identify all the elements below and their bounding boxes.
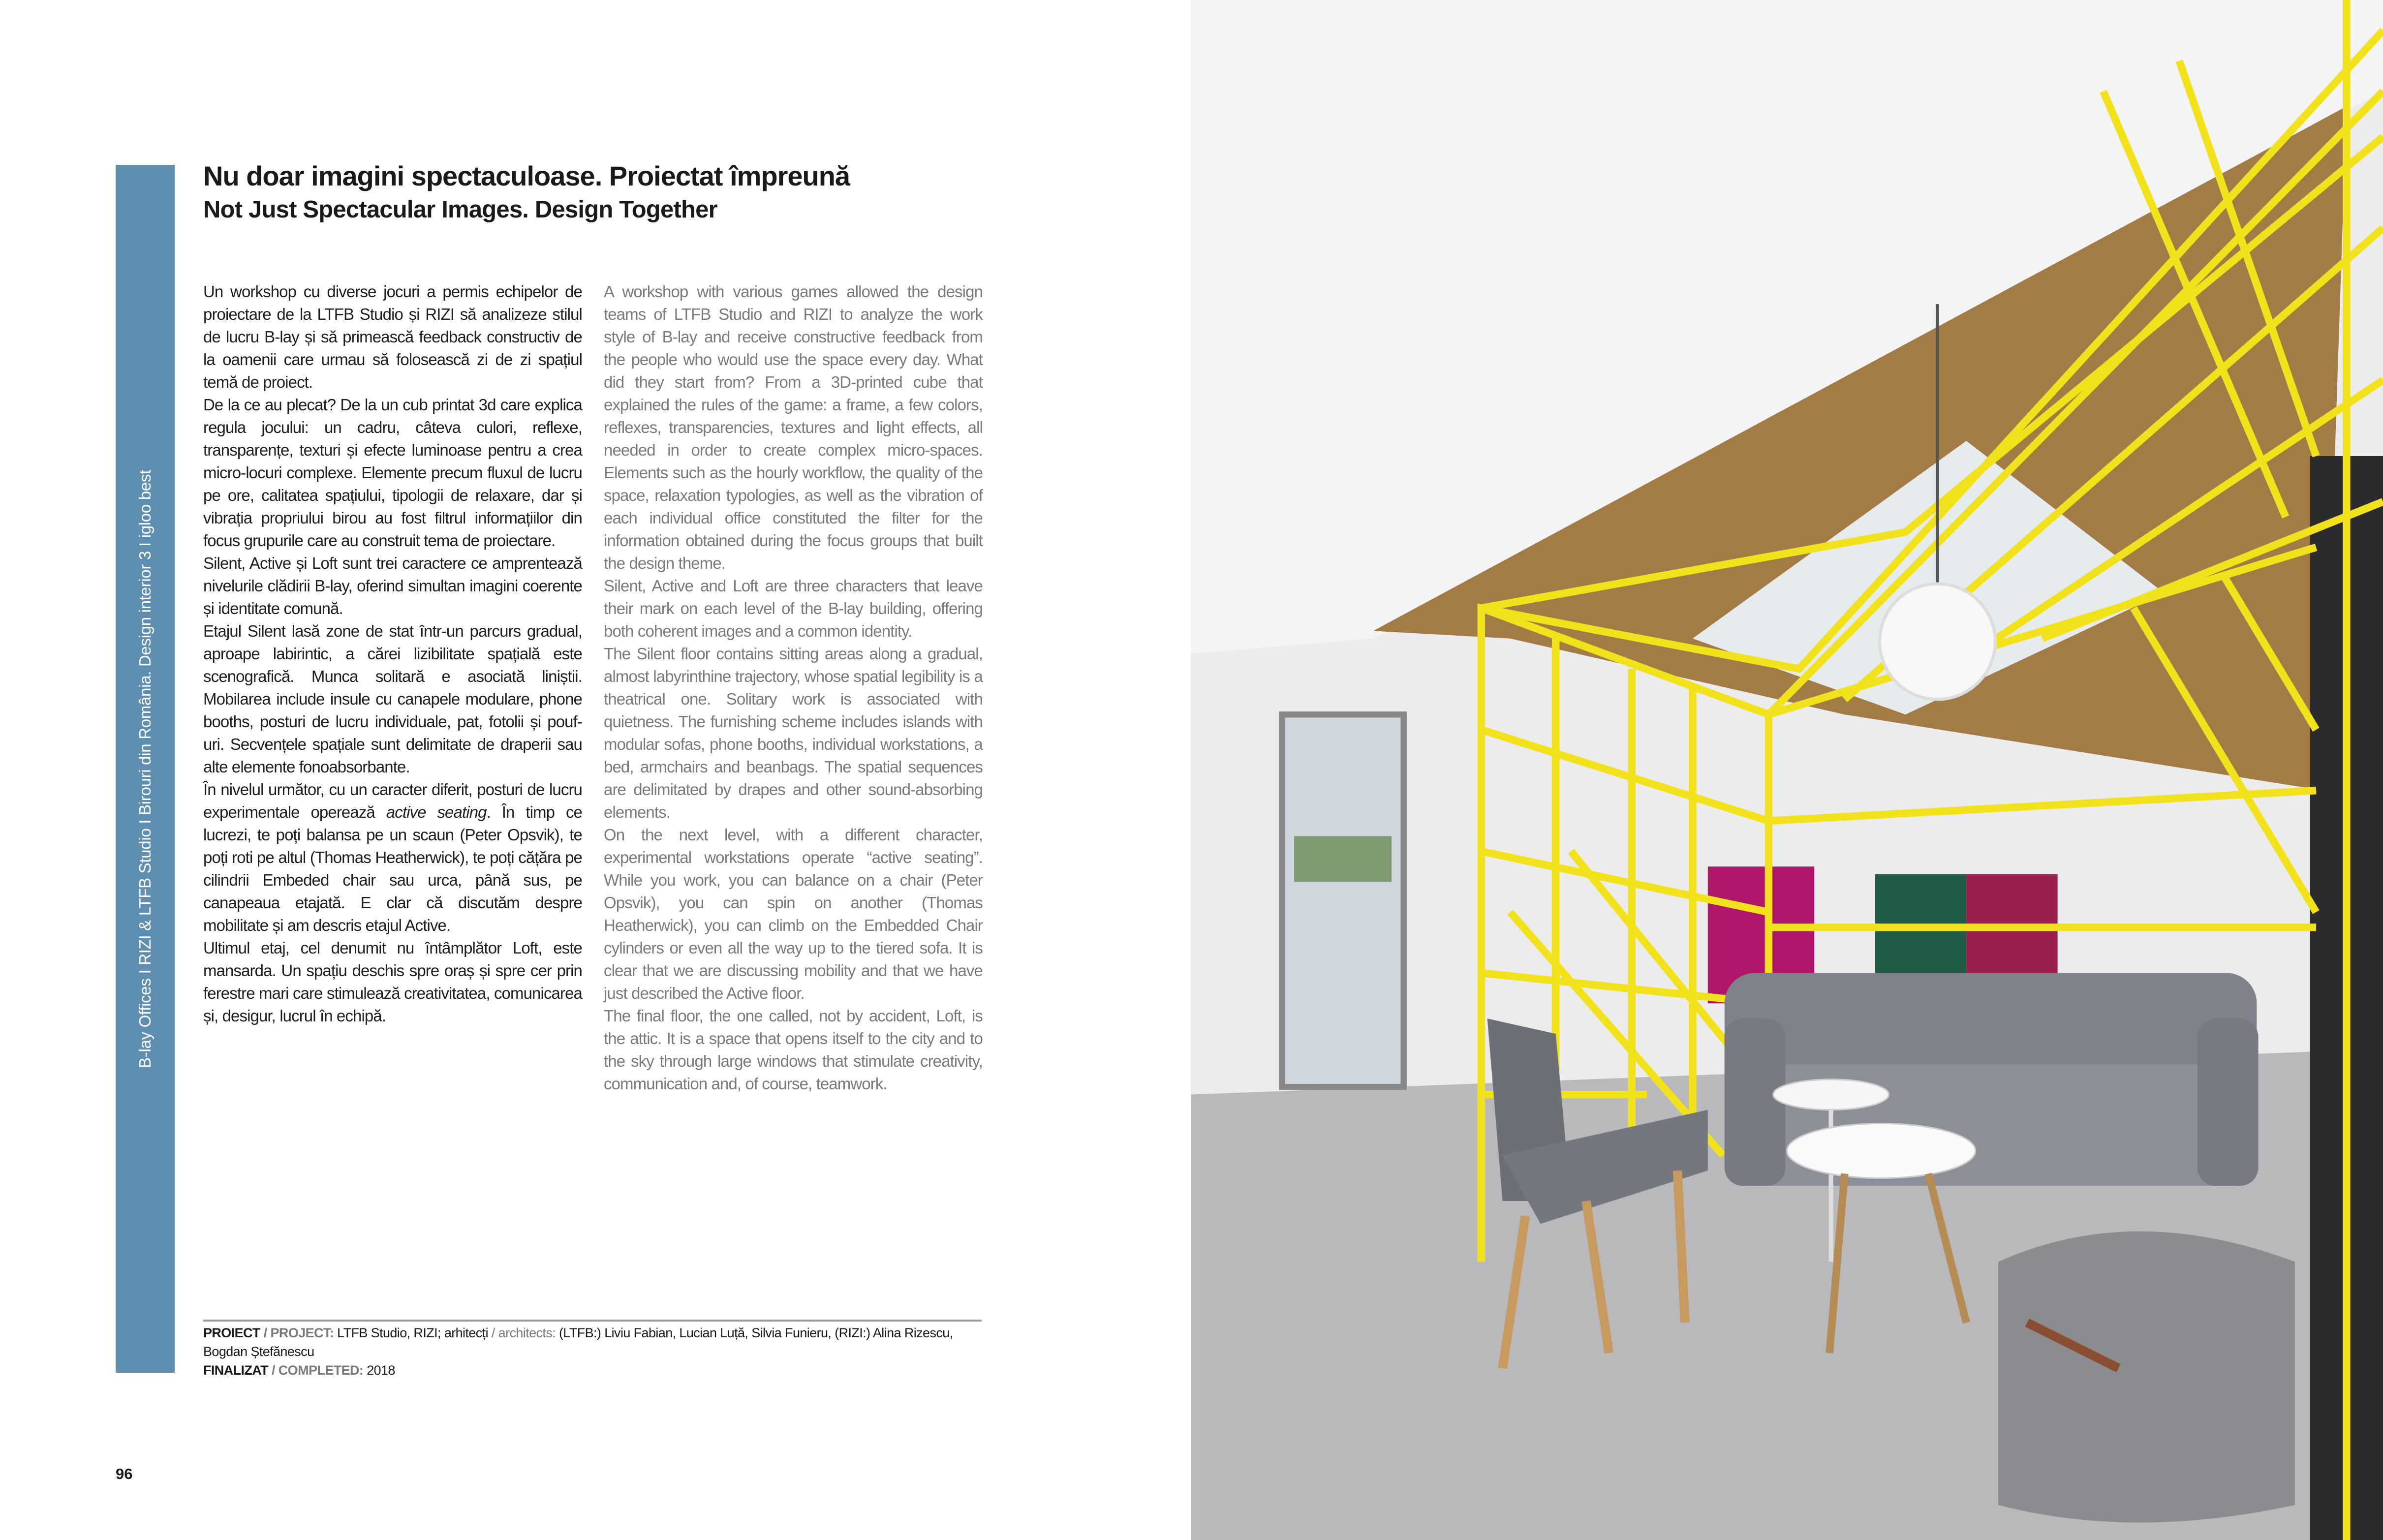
- paragraph: Silent, Active și Loft sunt trei caractere ce amprentează nivelurile clădirii B-lay, oferind simultan imagini coerente și identitate comună.: [203, 554, 582, 617]
- text-run: . În timp ce lucrezi, te poți balansa pe un scaun (Peter Opsvik), te poți roti pe altul (Thomas Heatherwick), te poți cățăra pe cilindrii Embeded chair sau urca, până sus, pe canapeaua etajată. E clar că discutăm despre mobilitate și am descris etajul Active.: [203, 803, 583, 934]
- label: / architects:: [491, 1325, 556, 1340]
- paragraph: Etajul Silent lasă zone de stat într-un parcurs gradual, aproape labirintic, a cărei lizibilitate spațială este scenografică. Munca solitară e asociată liniștii. Mobilarea include insule cu canapele modulare, phone booths, posturi de lucru individuale, pat, fotolii și pouf-uri. Secvențele spațiale sunt delimitate de draperii sau alte elemente fonoabsorbante.: [203, 622, 582, 776]
- label: / COMPLETED:: [271, 1363, 364, 1378]
- running-head: B-lay Offices I RIZI & LTFB Studio I Birouri din România. Design interior 3 I igloo best: [136, 469, 154, 1068]
- label: PROIECT: [203, 1325, 260, 1340]
- pendant-lamp: [1880, 584, 1995, 699]
- paragraph: A workshop with various games allowed the design teams of LTFB Studio and RIZI to analyze the work style of B-lay and receive constructive feedback from the people who would use the space every day. What did they start from? From a 3D-printed cube that explained the rules of the game: a frame, a few colors, reflexes, transparencies, textures and light effects, all needed in order to create complex micro-spaces. Elements such as the hourly workflow, the quality of the space, relaxation typologies, as well as the vibration of each individual office constituted the filter for the information obtained during the focus groups that built the design theme.: [604, 282, 983, 572]
- label: / PROJECT:: [263, 1325, 334, 1340]
- label: arhitecți: [444, 1325, 488, 1340]
- value: 2018: [367, 1363, 395, 1378]
- paragraph: [203, 778, 582, 937]
- window-trees: [1294, 836, 1392, 882]
- article-title: Nu doar imagini spectaculoase. Proiectat împreună: [203, 160, 850, 191]
- italic-term: active seating: [386, 803, 487, 821]
- credits-project-line: [203, 1324, 990, 1361]
- pouf: [1998, 1232, 2295, 1523]
- page-number: 96: [116, 1465, 133, 1482]
- credits-divider: [203, 1320, 982, 1322]
- paragraph: The Silent floor contains sitting areas along a gradual, almost labyrinthine trajectory, whose spatial legibility is a theatrical one. Solitary work is associated with quietness. The furnishing scheme includes islands with modular sofas, phone booths, individual workstations, a bed, armchairs and beanbags. The spatial sequences are delimitated by drapes and other sound-absorbing elements.: [604, 645, 983, 821]
- paragraph: Un workshop cu diverse jocuri a permis echipelor de proiectare de la LTFB Studio și RIZI să analizeze stilul de lucru B-lay și să primească feedback constructiv de la oamenii care urmau să folosească zi de zi spațiul temă de proiect.: [203, 282, 582, 391]
- paragraph: The final floor, the one called, not by accident, Loft, is the attic. It is a space that opens itself to the city and to the sky through large windows that stimulate creativity, communication and, of course, teamwork.: [604, 1007, 983, 1093]
- window: [1282, 714, 1403, 1087]
- value: LTFB Studio, RIZI;: [337, 1325, 441, 1340]
- project-credits: [203, 1324, 990, 1380]
- paragraph: Ultimul etaj, cel denumit nu întâmplător Loft, este mansarda. Un spațiu deschis spre oraș și spre cer prin ferestre mari care stimulează creativitatea, comunicarea și, desigur, lucrul în echipă.: [203, 939, 582, 1025]
- article-subtitle: Not Just Spectacular Images. Design Together: [203, 196, 717, 223]
- office-photo: [1191, 0, 2383, 1540]
- paragraph: Silent, Active and Loft are three characters that leave their mark on each level of the B-lay building, offering both coherent images and a common identity.: [604, 577, 983, 640]
- paragraph: On the next level, with a different character, experimental workstations operate “active seating”. While you work, you can balance on a chair (Peter Opsvik), you can spin on another (Thomas Heatherwick), you can climb on the Embedded Chair cylinders or even all the way up to the tiered sofa. It is clear that we are discussing mobility and that we have just described the Active floor.: [604, 826, 983, 1002]
- body-column-romanian: [203, 280, 582, 1027]
- label: FINALIZAT: [203, 1363, 269, 1378]
- credits-completed-line: [203, 1361, 990, 1380]
- value: (LTFB:) Liviu Fabian, Lucian Luță, Silvia Funieru, (RIZI:) Alina Rizescu, Bogdan Ștefănescu: [203, 1325, 953, 1359]
- body-column-english: [604, 280, 983, 1095]
- paragraph: De la ce au plecat? De la un cub printat 3d care explica regula jocului: un cadru, câteva culori, reflexe, transparențe, texturi și efecte luminoase pentru a crea micro-locuri complexe. Elemente precum fluxul de lucru pe ore, calitatea spațiului, tipologii de relaxare, dar și vibrația propriului birou au fost filtrul informațiilor din focus grupurile care au construit tema de proiectare.: [203, 396, 582, 550]
- text-run: În nivelul următor, cu un caracter diferit, posturi de lucru experimentale operează: [203, 780, 582, 821]
- running-head-bar: [116, 165, 175, 1373]
